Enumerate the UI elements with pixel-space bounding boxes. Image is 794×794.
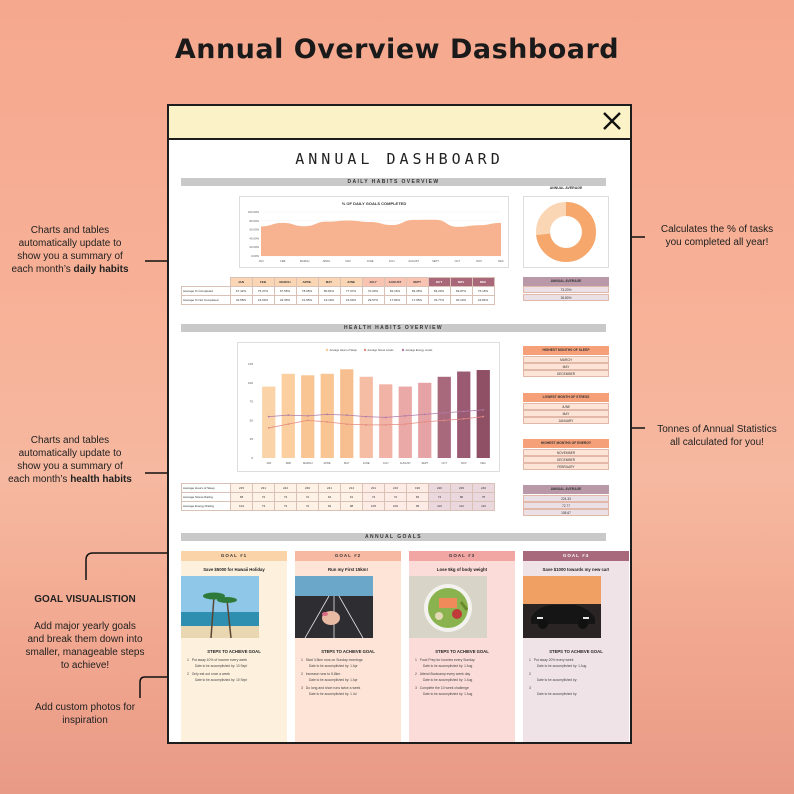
- y-tick-label: 125: [247, 362, 253, 366]
- health-section-header: HEALTH HABITS OVERVIEW: [181, 324, 606, 332]
- month-header: MAY: [318, 278, 340, 287]
- month-header: OCT: [428, 278, 450, 287]
- x-tick-label: JUNE: [362, 462, 370, 465]
- goal-step[interactable]: 3 Complete the 10 week challenge: [415, 686, 469, 690]
- table-cell: 68: [231, 493, 253, 502]
- energy-point: [307, 415, 309, 417]
- table-cell: 64: [319, 493, 341, 502]
- x-tick-label: SEPT: [421, 462, 429, 465]
- x-tick-label: JAN: [258, 260, 264, 263]
- dashboard-window: [167, 104, 632, 744]
- callout-line: Add major yearly goals: [34, 621, 136, 632]
- stat-box-title: ANNUAL AVERAGE: [523, 485, 609, 494]
- table-cell: 17.84%: [384, 296, 406, 305]
- goal-step[interactable]: 3: [529, 686, 534, 690]
- table-cell: 75.16%: [472, 287, 494, 296]
- stat-box-item: 108.67: [523, 509, 609, 516]
- callout-line: automatically update to: [18, 238, 122, 249]
- callout-line: automatically update to: [18, 448, 122, 459]
- y-tick-label: 0: [251, 456, 253, 460]
- goal-step-date[interactable]: Date to be accomplished by: 1 Aug: [537, 664, 587, 668]
- daily-section-header: DAILY HABITS OVERVIEW: [181, 178, 606, 186]
- annual-average-label: ANNUAL AVERAGE: [549, 186, 583, 190]
- x-tick-label: MARCH: [302, 462, 313, 465]
- stress-point: [365, 424, 367, 426]
- table-cell: 75: [473, 493, 495, 502]
- steps-title: STEPS TO ACHIEVE GOAL: [321, 649, 375, 654]
- goal-step-date[interactable]: Date to be accomplished by: 1 Jul: [309, 692, 357, 696]
- table-cell: 230: [297, 484, 319, 493]
- stat-box-item: 72.77: [523, 502, 609, 509]
- callout-line: show you a summary of: [17, 461, 123, 472]
- table-cell: 22.63%: [340, 296, 362, 305]
- steps-title: STEPS TO ACHIEVE GOAL: [435, 649, 489, 654]
- daily-table: [181, 277, 495, 305]
- stat-box-item: DECEMBER: [523, 456, 609, 463]
- goal-header: GOAL #3: [409, 551, 515, 561]
- callout-line: inspiration: [62, 715, 108, 726]
- goal-vis-title: GOAL VISUALISTION: [34, 594, 136, 605]
- goal-title: Save $1000 towards my new car!: [542, 567, 610, 572]
- stress-point: [404, 423, 406, 425]
- callout-line: to achieve!: [60, 660, 110, 671]
- x-tick-label: JUNE: [366, 260, 374, 263]
- x-tick-label: AUGUST: [408, 260, 420, 263]
- goal-header: GOAL #4: [523, 551, 629, 561]
- goal-title: Lose 5kg of body weight: [436, 567, 488, 572]
- legend-swatch: [326, 349, 328, 351]
- y-tick-label: 60.00%: [249, 227, 259, 232]
- stress-point: [482, 416, 484, 418]
- annual-avg-not-completed: 26.80%: [523, 294, 609, 301]
- goal-header: GOAL #1: [181, 551, 287, 561]
- stat-box-title: HIGHEST MONTHS OF SLEEP: [523, 346, 609, 355]
- table-cell: 66: [407, 493, 429, 502]
- legend-label: Average Energy Levels: [405, 349, 433, 352]
- daily-chart-title: % OF DAILY GOALS COMPLETED: [341, 201, 407, 206]
- table-cell: 17.65%: [406, 296, 428, 305]
- month-header: NOV: [450, 278, 472, 287]
- table-cell: 72: [385, 493, 407, 502]
- goal-card: [523, 551, 629, 744]
- legend-swatch: [364, 349, 366, 351]
- month-header: FEB: [252, 278, 274, 287]
- table-cell: 231: [363, 484, 385, 493]
- goal-step[interactable]: 1 Put away 20% every week: [529, 658, 574, 662]
- goal-card: [295, 551, 401, 744]
- table-cell: 75.37%: [252, 287, 274, 296]
- table-cell: 32.58%: [230, 296, 252, 305]
- callout-line: Add custom photos for: [34, 702, 136, 713]
- table-cell: 70.33%: [362, 287, 384, 296]
- legend-label: Average Hours of Sleep: [329, 349, 357, 352]
- x-tick-label: MARCH: [299, 260, 310, 263]
- x-tick-label: DEC: [480, 462, 486, 465]
- stress-point: [424, 421, 426, 423]
- callout-line: and break them down into: [27, 634, 143, 645]
- row-label: Average Energy Rating: [182, 502, 231, 511]
- health-habits-chart: [237, 342, 500, 472]
- goal-step-date[interactable]: Date to be accomplished by: 1 Aug: [423, 692, 473, 696]
- table-cell: 30.13%: [450, 296, 472, 305]
- y-tick-label: 25: [249, 437, 253, 442]
- table-cell: 73: [253, 502, 275, 511]
- table-cell: 67.65%: [274, 287, 296, 296]
- stat-box-item: JANUARY: [523, 417, 609, 424]
- annual-avg-box-title: ANNUAL AVERAGE: [523, 277, 609, 286]
- table-cell: 231: [253, 484, 275, 493]
- x-tick-label: AUGUST: [399, 462, 411, 465]
- y-tick-label: 75: [249, 399, 253, 404]
- table-cell: 73: [363, 493, 385, 502]
- stat-box-item: DECEMBER: [523, 370, 609, 377]
- month-header: APRIL: [296, 278, 318, 287]
- goal-step[interactable]: 1 Food Prep for lunches every Sunday: [415, 658, 475, 662]
- table-cell: 74: [429, 493, 451, 502]
- table-cell: 77.37%: [340, 287, 362, 296]
- health-table: [181, 483, 495, 511]
- table-cell: 220: [429, 484, 451, 493]
- callout-line: Tonnes of Annual Statistics: [657, 424, 777, 435]
- goal-step[interactable]: 1 Start 3.5km runs on Sunday mornings: [301, 658, 363, 662]
- row-label: Average Stress Rating: [182, 493, 231, 502]
- row-label: Average % Not Completed: [182, 296, 231, 305]
- table-cell: 241: [319, 484, 341, 493]
- table-cell: 80.81%: [318, 287, 340, 296]
- goal-step-date[interactable]: Date to be accomplished by: 10 Sept: [195, 678, 248, 682]
- stat-box-item: MARCH: [523, 356, 609, 363]
- page-title: Annual Overview Dashboard: [174, 34, 620, 65]
- table-cell: 33.77%: [428, 296, 450, 305]
- callout-line: each month’s health habits: [8, 474, 132, 485]
- table-cell: 24.84%: [472, 296, 494, 305]
- energy-point: [385, 416, 387, 418]
- stress-point: [443, 420, 445, 422]
- goal-step[interactable]: 2 Only eat out once a week: [187, 672, 230, 676]
- table-cell: 116: [473, 502, 495, 511]
- callout-line: Charts and tables: [30, 435, 110, 446]
- x-tick-label: JULY: [388, 260, 395, 263]
- stress-point: [385, 424, 387, 426]
- annual-avg-completed: 73.20%: [523, 286, 609, 293]
- stat-box-item: JUNE: [523, 403, 609, 410]
- callout-line: show you a summary of: [17, 251, 123, 262]
- energy-point: [287, 414, 289, 416]
- month-header: SEPT: [406, 278, 428, 287]
- sleep-bar: [262, 387, 275, 458]
- table-cell: 215: [231, 484, 253, 493]
- x-tick-label: APRIL: [323, 462, 331, 465]
- y-tick-label: 80.00%: [249, 218, 259, 223]
- goal-photo[interactable]: [409, 576, 487, 638]
- goal-step-date[interactable]: Date to be accomplished by: 1 Apr: [309, 664, 358, 668]
- table-cell: 240: [473, 484, 495, 493]
- goal-card: [181, 551, 287, 744]
- steps-title: STEPS TO ACHIEVE GOAL: [549, 649, 603, 654]
- table-cell: 72: [297, 502, 319, 511]
- goal-step[interactable]: 3 Do long and short runs twice a week: [301, 686, 361, 690]
- window-titlebar: [169, 106, 630, 140]
- goals-section-header: ANNUAL GOALS: [181, 533, 606, 541]
- month-header: DEC: [472, 278, 494, 287]
- sleep-bar: [321, 374, 334, 458]
- table-cell: 196: [407, 484, 429, 493]
- table-cell: 110: [429, 502, 451, 511]
- annual-donut: [523, 196, 609, 268]
- sleep-bar: [457, 372, 470, 458]
- table-cell: 95: [407, 502, 429, 511]
- goal-photo[interactable]: [523, 576, 601, 638]
- stat-box-item: 224.33: [523, 495, 609, 502]
- table-cell: 21.95%: [296, 296, 318, 305]
- table-cell: 112: [451, 502, 473, 511]
- energy-point: [404, 415, 406, 417]
- energy-point: [443, 412, 445, 414]
- goal-step-date[interactable]: Date to be accomplished by: 10 Sept: [195, 664, 248, 668]
- stress-point: [287, 423, 289, 425]
- table-cell: 92: [319, 502, 341, 511]
- stat-box-item: MAY: [523, 363, 609, 370]
- month-header: JUNE: [340, 278, 362, 287]
- table-cell: 82.35%: [406, 287, 428, 296]
- energy-point: [463, 410, 465, 412]
- table-cell: 61: [341, 493, 363, 502]
- table-cell: 106: [385, 502, 407, 511]
- x-tick-label: NOV: [476, 260, 482, 263]
- goal-step-date[interactable]: Date to be accomplished by:: [537, 692, 578, 696]
- table-cell: 214: [341, 484, 363, 493]
- steps-title: STEPS TO ACHIEVE GOAL: [207, 649, 261, 654]
- y-tick-label: 40.00%: [249, 236, 259, 241]
- row-label: Average % Completed: [182, 287, 231, 296]
- y-tick-label: 20.00%: [249, 245, 259, 250]
- x-tick-label: OCT: [441, 462, 447, 465]
- x-tick-label: APRIL: [322, 260, 331, 263]
- x-tick-label: JAN: [266, 462, 272, 465]
- goal-step-date[interactable]: Date to be accomplished by: 1 Aug: [423, 678, 473, 682]
- close-icon[interactable]: [600, 109, 624, 133]
- x-tick-label: JULY: [382, 462, 389, 465]
- sleep-bar: [418, 383, 431, 458]
- energy-point: [365, 416, 367, 418]
- goal-title: Save $5000 for Hawaii Holiday: [203, 567, 265, 572]
- stress-point: [268, 427, 270, 429]
- goal-card: [409, 551, 515, 744]
- energy-point: [482, 409, 484, 411]
- stress-point: [326, 421, 328, 423]
- x-tick-label: FEB: [280, 260, 286, 263]
- dashboard-title: ANNUAL DASHBOARD: [295, 150, 504, 168]
- sleep-bar: [477, 370, 490, 458]
- callout-line: each month’s daily habits: [11, 264, 129, 275]
- table-cell: 98: [341, 502, 363, 511]
- x-tick-label: NOV: [460, 462, 467, 465]
- y-tick-label: 50: [249, 418, 253, 423]
- x-tick-label: FEB: [285, 462, 291, 465]
- table-cell: 73: [275, 502, 297, 511]
- callout-line: you completed all year!: [665, 237, 769, 248]
- goal-step[interactable]: 1 Put away 10% of income every week: [187, 658, 248, 662]
- y-tick-label: 100: [247, 380, 253, 385]
- x-tick-label: OCT: [454, 260, 461, 263]
- month-header: MARCH: [274, 278, 296, 287]
- stress-point: [307, 420, 309, 422]
- table-cell: 32.35%: [274, 296, 296, 305]
- x-tick-label: SEPT: [432, 260, 439, 263]
- goal-step[interactable]: 2 Increase runs to 5-8km: [301, 672, 341, 676]
- stat-box-item: MAY: [523, 410, 609, 417]
- y-tick-label: 100.00%: [247, 210, 259, 214]
- goal-title: Run my First 15km!: [328, 567, 368, 572]
- table-cell: 78.05%: [296, 287, 318, 296]
- table-cell: 66.23%: [428, 287, 450, 296]
- sleep-bar: [399, 387, 412, 458]
- goal-step[interactable]: 2 Attend Bootcamp every week day: [415, 672, 471, 676]
- table-cell: 72: [297, 493, 319, 502]
- energy-point: [424, 413, 426, 415]
- row-label: Average Hours of Sleep: [182, 484, 231, 493]
- goal-step-date[interactable]: Date to be accomplished by: 1 Aug: [423, 664, 473, 668]
- stress-point: [346, 423, 348, 425]
- month-header: JAN: [230, 278, 252, 287]
- goal-step-date[interactable]: Date to be accomplished by: 1 Apr: [309, 678, 358, 682]
- y-tick-label: 0.00%: [251, 254, 259, 258]
- energy-point: [268, 416, 270, 418]
- month-header: AUGUST: [384, 278, 406, 287]
- month-header: JULY: [362, 278, 384, 287]
- daily-goals-chart: [239, 196, 509, 268]
- goal-photo[interactable]: [295, 576, 373, 638]
- goal-step[interactable]: 2: [529, 672, 534, 676]
- stat-box-title: HIGHEST MONTHS OF ENERGY: [523, 439, 609, 448]
- energy-point: [326, 413, 328, 415]
- energy-point: [346, 414, 348, 416]
- stat-box-title: LOWEST MONTH OF STRESS: [523, 393, 609, 402]
- stat-box-item: FEBRUARY: [523, 463, 609, 470]
- table-cell: 73: [275, 493, 297, 502]
- legend-label: Average Stress Levels: [367, 349, 394, 352]
- x-tick-label: DEC: [498, 260, 504, 263]
- callout-line: all calculated for you!: [670, 437, 764, 448]
- table-cell: 67.42%: [230, 287, 252, 296]
- x-tick-label: MAY: [345, 260, 351, 263]
- table-cell: 24.63%: [252, 296, 274, 305]
- sleep-bar: [438, 377, 451, 458]
- x-tick-label: MAY: [344, 462, 350, 465]
- callout-line: Calculates the % of tasks: [660, 224, 774, 235]
- table-cell: 69.87%: [450, 287, 472, 296]
- stat-box-item: NOVEMBER: [523, 449, 609, 456]
- table-cell: 104: [231, 502, 253, 511]
- table-cell: 242: [275, 484, 297, 493]
- sleep-bar: [340, 369, 353, 458]
- table-cell: 19.19%: [318, 296, 340, 305]
- table-cell: 72: [253, 493, 275, 502]
- table-cell: 29.67%: [362, 296, 384, 305]
- goal-header: GOAL #2: [295, 551, 401, 561]
- stress-point: [463, 418, 465, 420]
- table-cell: 216: [385, 484, 407, 493]
- callout-line: smaller, manageable steps: [25, 647, 145, 658]
- sleep-bar: [379, 384, 392, 458]
- table-cell: 105: [363, 502, 385, 511]
- table-cell: 82.16%: [384, 287, 406, 296]
- goal-step-date[interactable]: Date to be accomplished by:: [537, 678, 578, 682]
- legend-swatch: [402, 349, 404, 351]
- goal-photo[interactable]: [181, 576, 259, 638]
- table-cell: 80: [451, 493, 473, 502]
- callout-line: Charts and tables: [30, 225, 110, 236]
- table-cell: 236: [451, 484, 473, 493]
